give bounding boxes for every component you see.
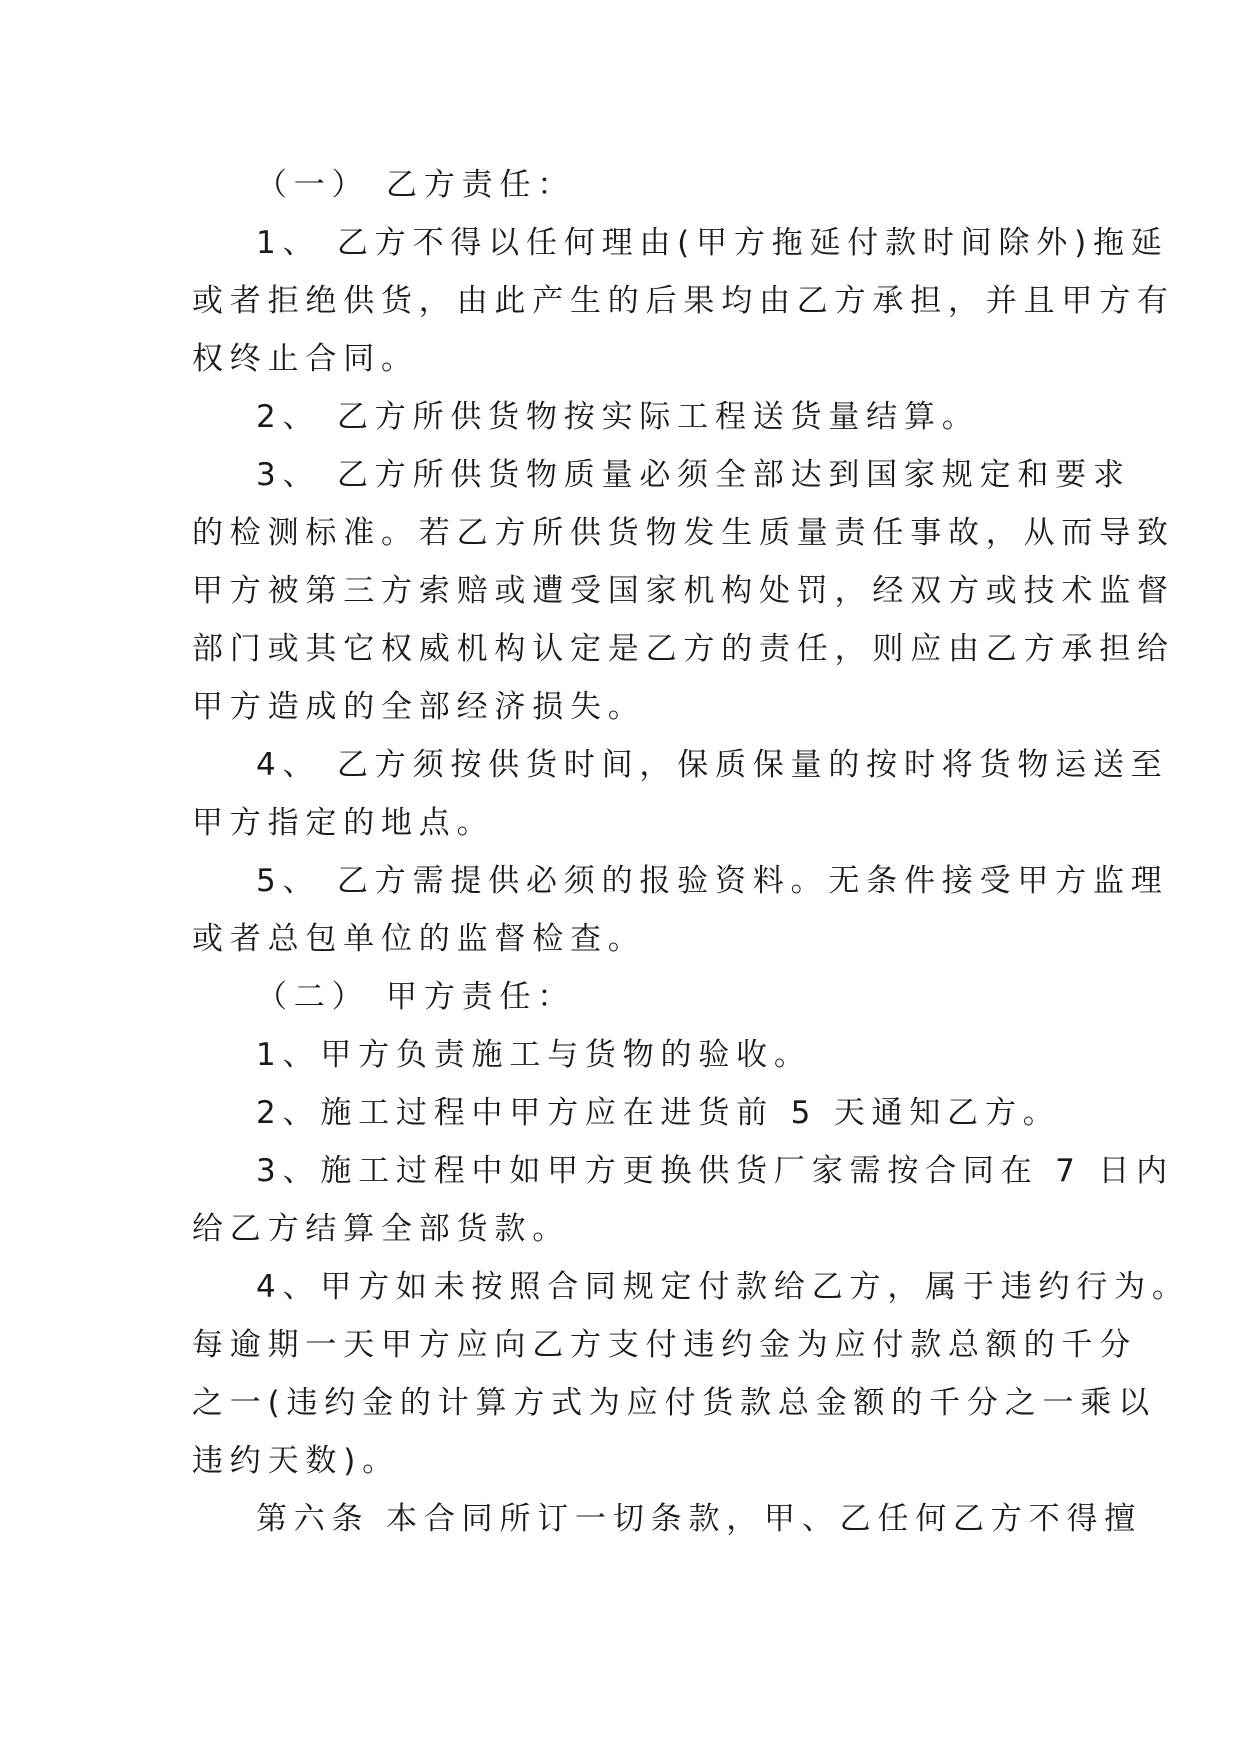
- paragraph-line: 4、甲方如未按照合同规定付款给乙方，属于违约行为。: [256, 1269, 1190, 1305]
- paragraph-line: 或者拒绝供货，由此产生的后果均由乙方承担，并且甲方有: [192, 283, 1175, 319]
- paragraph-line: 或者总包单位的监督检查。: [192, 921, 646, 957]
- paragraph-line: 3、 乙方所供货物质量必须全部达到国家规定和要求: [256, 457, 1131, 493]
- paragraph-line: 之一(违约金的计算方式为应付货款总金额的千分之一乘以: [192, 1385, 1156, 1421]
- paragraph-line: 甲方造成的全部经济损失。: [192, 689, 646, 725]
- paragraph-line: 1、甲方负责施工与货物的验收。: [256, 1037, 812, 1073]
- paragraph-line: 违约天数)。: [192, 1443, 400, 1479]
- paragraph-line: 每逾期一天甲方应向乙方支付违约金为应付款总额的千分: [192, 1327, 1137, 1363]
- paragraph-line: 1、 乙方不得以任何理由(甲方拖延付款时间除外)拖延: [256, 225, 1169, 261]
- paragraph-line: 2、 乙方所供货物按实际工程送货量结算。: [256, 399, 980, 435]
- paragraph-line: 部门或其它权威机构认定是乙方的责任，则应由乙方承担给: [192, 631, 1175, 667]
- paragraph-line: 2、施工过程中甲方应在进货前 5 天通知乙方。: [256, 1095, 1061, 1131]
- paragraph-line: 甲方被第三方索赔或遭受国家机构处罚，经双方或技术监督: [192, 573, 1175, 609]
- paragraph-line: 3、施工过程中如甲方更换供货厂家需按合同在 7 日内: [256, 1153, 1174, 1189]
- paragraph-line: 给乙方结算全部货款。: [192, 1211, 570, 1247]
- paragraph-line: 甲方指定的地点。: [192, 805, 495, 841]
- section-heading-party-b: （一） 乙方责任：: [256, 167, 576, 203]
- paragraph-line: 权终止合同。: [192, 341, 419, 377]
- paragraph-line: 5、 乙方需提供必须的报验资料。无条件接受甲方监理: [256, 863, 1169, 899]
- article-six-line: 第六条 本合同所订一切条款，甲、乙任何乙方不得擅: [256, 1501, 1143, 1537]
- paragraph-line: 的检测标准。若乙方所供货物发生质量责任事故，从而导致: [192, 515, 1175, 551]
- section-heading-party-a: （二） 甲方责任：: [256, 979, 576, 1015]
- paragraph-line: 4、 乙方须按供货时间，保质保量的按时将货物运送至: [256, 747, 1169, 783]
